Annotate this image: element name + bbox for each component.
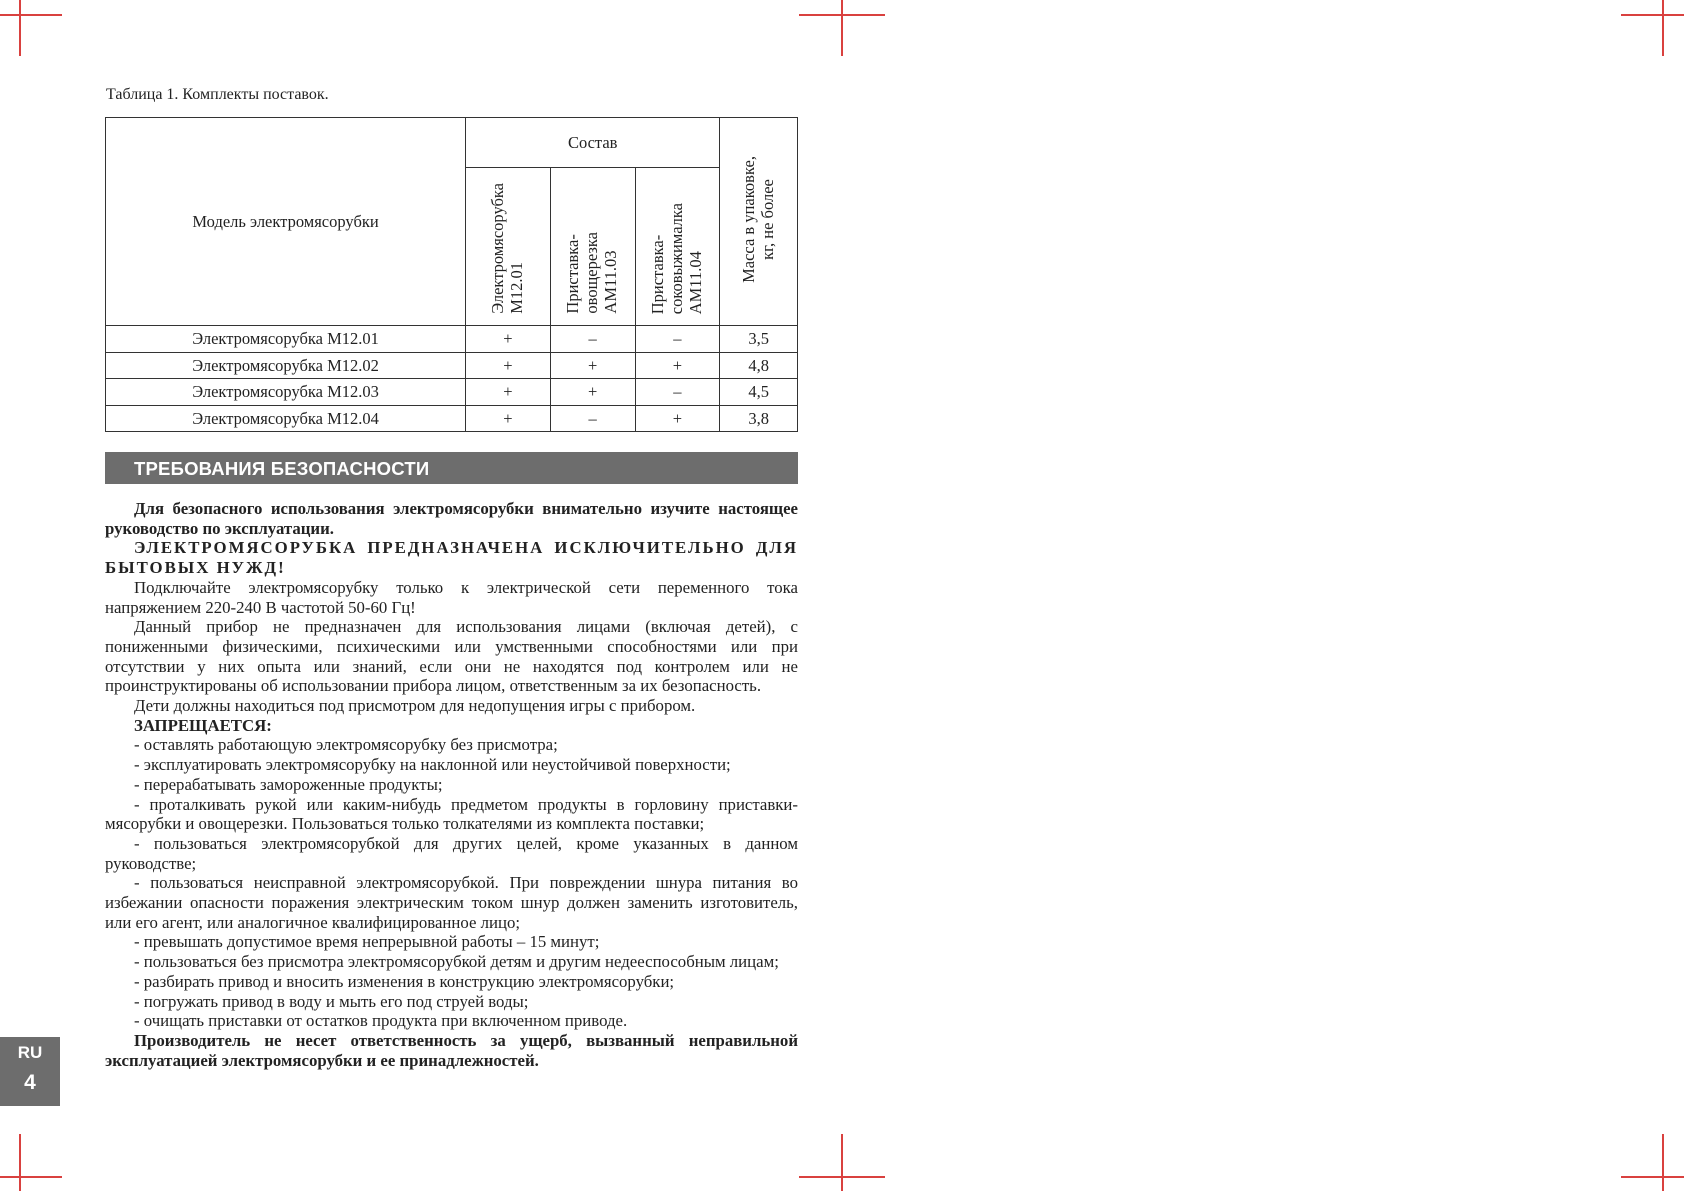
column-header — [550, 168, 635, 326]
list-item: - оставлять работающую электромясорубку без присмотра; — [134, 735, 558, 755]
mass-header-text: Масса в упаковке, кг, не более — [738, 155, 777, 283]
crop-mark — [1662, 0, 1664, 56]
page-number: 4 — [24, 1071, 36, 1094]
crop-mark — [19, 1134, 21, 1191]
cell: + — [635, 352, 720, 379]
column-header — [635, 168, 720, 326]
list-item: - разбирать привод и вносить изменения в конструкцию электромясорубки; — [134, 971, 675, 991]
paragraph: ЗАПРЕЩАЕТСЯ: — [134, 715, 272, 735]
crop-mark — [1662, 1134, 1664, 1191]
table-caption: Таблица 1. Комплекты поставок. — [106, 86, 329, 103]
column-header-text: Электромясорубка М12.01 — [487, 183, 526, 314]
cell: – — [550, 405, 635, 432]
paragraph: ЭЛЕКТРОМЯСОРУБКА ПРЕДНАЗНАЧЕНА ИСКЛЮЧИТЕЛЬНО ДЛЯ БЫТОВЫХ НУЖД! — [105, 538, 798, 578]
list-item: - превышать допустимое время непрерывной работы – 15 минут; — [134, 932, 600, 952]
crop-mark — [1621, 14, 1684, 16]
composition-header: Состав — [466, 118, 720, 168]
list-item: - очищать приставки от остатков продукта при включенном приводе. — [134, 1011, 628, 1031]
list-item: - погружать привод в воду и мыть его под струей воды; — [134, 991, 529, 1011]
model-cell: Электромясорубка М12.01 — [106, 326, 466, 353]
table-row — [106, 326, 798, 353]
cell: – — [550, 326, 635, 353]
crop-mark — [19, 0, 21, 56]
crop-mark — [1621, 1176, 1684, 1178]
column-header-text: Приставка- овощерезка АМ11.03 — [563, 232, 621, 314]
cell: – — [635, 379, 720, 406]
cell: + — [466, 405, 551, 432]
list-item: - эксплуатировать электромясорубку на наклонной или неустойчивой поверхности; — [134, 755, 731, 775]
mass-cell: 4,5 — [720, 379, 798, 406]
column-header-text: Приставка- соковыжималка АМ11.04 — [647, 202, 705, 314]
paragraph: Для безопасного использования электромясорубки внимательно изучите настоящее руководство по эксплуатации. — [105, 499, 798, 538]
table-row — [106, 405, 798, 432]
list-item: - пользоваться электромясорубкой для других целей, кроме указанных в данном руководстве; — [105, 833, 798, 873]
crop-mark — [841, 1134, 843, 1191]
cell: + — [635, 405, 720, 432]
mass-cell: 4,8 — [720, 352, 798, 379]
section-title: ТРЕБОВАНИЯ БЕЗОПАСНОСТИ — [105, 452, 798, 484]
cell: – — [635, 326, 720, 353]
model-cell: Электромясорубка М12.04 — [106, 405, 466, 432]
cell: + — [550, 352, 635, 379]
model-header: Модель электромясорубки — [106, 118, 466, 326]
page-tab — [0, 1037, 60, 1106]
cell: + — [466, 326, 551, 353]
cell: + — [550, 379, 635, 406]
paragraph: Подключайте электромясорубку только к электрической сети переменного тока напряжением 220-240 В частотой 50-60 Гц! — [105, 577, 798, 617]
cell: + — [466, 352, 551, 379]
paragraph: Дети должны находиться под присмотром для недопущения игры с прибором. — [134, 696, 696, 716]
paragraph: Данный прибор не предназначен для использования лицами (включая детей), с пониженными физическими, психическими или умственными способностями или при отсутствии у них опыта или знаний, если они не находятся под контролем или не проинструктированы об использовании прибора лицом, ответственным за их безопасность. — [105, 617, 798, 696]
list-item: - проталкивать рукой или каким-нибудь предметом продукты в горловину приставки-мясорубки и овощерезки. Пользоваться только толкателями из комплекта поставки; — [105, 794, 798, 834]
mass-cell: 3,5 — [720, 326, 798, 353]
list-item: - перерабатывать замороженные продукты; — [134, 774, 443, 794]
crop-mark — [0, 14, 62, 16]
language-label: RU — [17, 1043, 43, 1062]
table-row — [106, 352, 798, 379]
delivery-sets-table — [105, 117, 798, 432]
crop-mark — [0, 1176, 62, 1178]
cell: + — [466, 379, 551, 406]
mass-header — [720, 118, 798, 326]
crop-mark — [799, 14, 885, 16]
crop-mark — [841, 0, 843, 56]
list-item: - пользоваться без присмотра электромясорубкой детям и другим недееспособным лицам; — [134, 952, 779, 972]
crop-mark — [799, 1176, 885, 1178]
safety-text — [105, 499, 798, 1070]
column-header — [466, 168, 551, 326]
model-cell: Электромясорубка М12.02 — [106, 352, 466, 379]
list-item: - пользоваться неисправной электромясорубкой. При повреждении шнура питания во избежании опасности поражения электрическим током шнур должен заменить изготовитель, или его агент, или аналогичное квалифицированное лицо; — [105, 873, 798, 932]
mass-cell: 3,8 — [720, 405, 798, 432]
model-cell: Электромясорубка М12.03 — [106, 379, 466, 406]
table-row — [106, 379, 798, 406]
paragraph: Производитель не несет ответственность за ущерб, вызванный неправильной эксплуатацией электромясорубки и ее принадлежностей. — [105, 1030, 798, 1070]
